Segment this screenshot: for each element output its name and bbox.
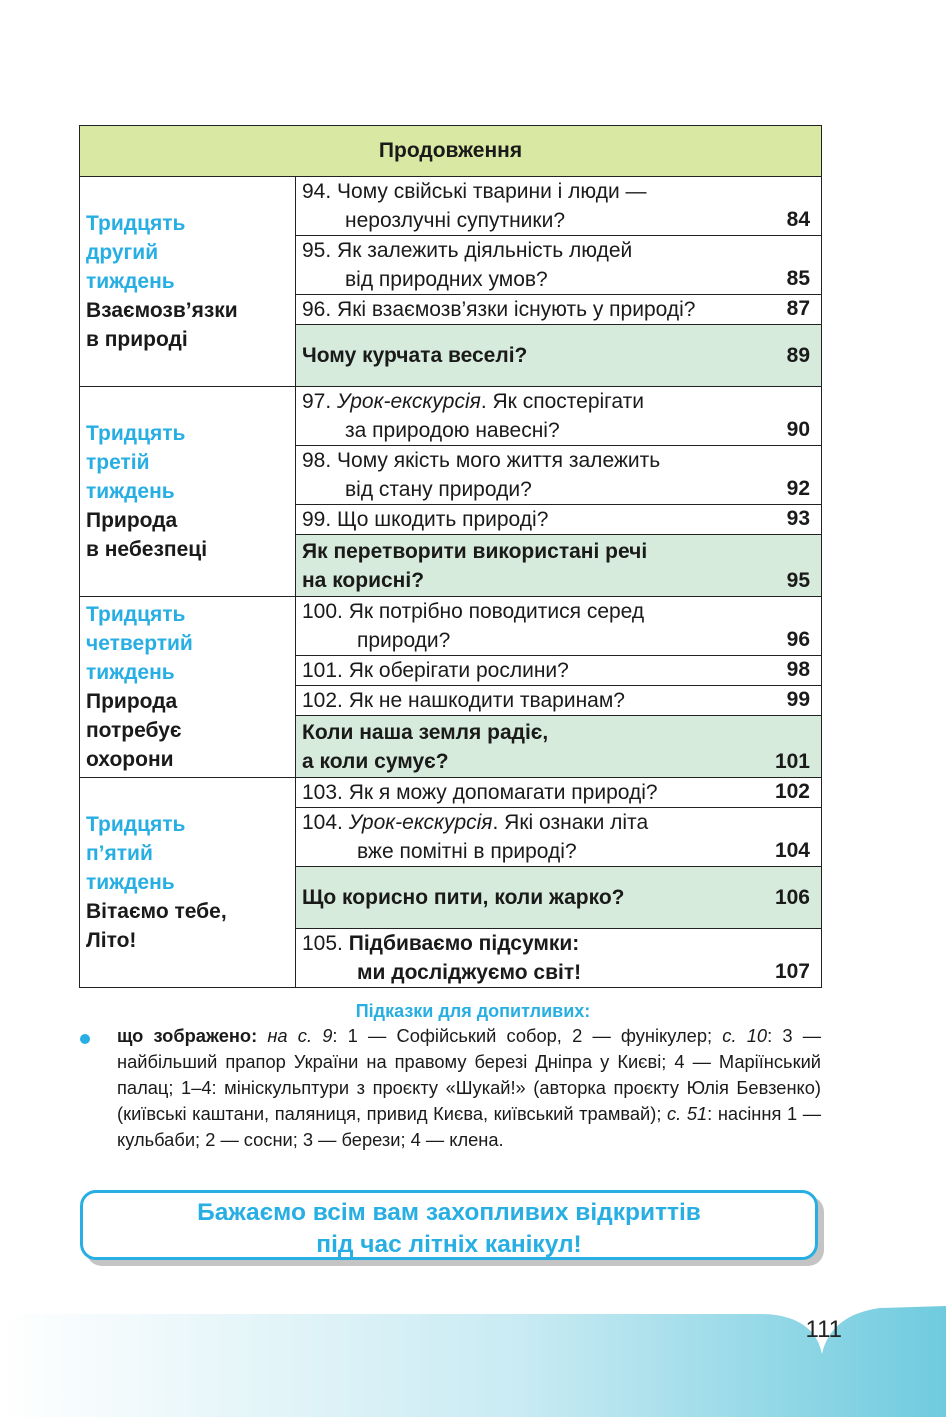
lesson-row-highlight[interactable]: Як перетворити використані речі на корисні? 95	[296, 535, 822, 597]
wishes-banner	[80, 1190, 818, 1260]
lesson-row[interactable]: 94. Чому свійські тварини і люди — нерозлучні супутники? 84	[296, 177, 822, 236]
lesson-row[interactable]: 99. Що шкодить природі? 93	[296, 505, 822, 535]
page-ref: 96	[786, 628, 810, 651]
page-ref: 84	[786, 208, 810, 231]
lesson-row[interactable]: 97. Урок-екскурсія. Як спостерігати за природою навесні? 90	[296, 387, 822, 446]
page-ref: 107	[774, 960, 810, 983]
page-ref: 87	[786, 297, 810, 320]
lesson-row[interactable]: 100. Як потрібно поводитися серед природи? 96	[296, 597, 822, 656]
page-ref: 85	[786, 267, 810, 290]
table-header: Продовження	[80, 126, 822, 177]
page-ref: 99	[786, 688, 810, 711]
lesson-row[interactable]: 105. Підбиваємо підсумки: ми досліджуємо світ! 107	[296, 929, 822, 988]
page-ref: 102	[774, 780, 810, 803]
week-topic: Вітаємо тебе, Літо!	[86, 900, 227, 952]
contents-table	[79, 125, 822, 988]
week-cell	[80, 387, 296, 597]
lesson-row[interactable]: 101. Як оберігати рослини? 98	[296, 656, 822, 686]
lesson-row[interactable]: 104. Урок-екскурсія. Які ознаки літа вже помітні в природі? 104	[296, 808, 822, 867]
page-ref: 104	[774, 839, 810, 862]
lesson-row[interactable]: 102. Як не нашкодити тваринам? 99	[296, 686, 822, 716]
lesson-row[interactable]: 103. Як я можу допомагати природі? 102	[296, 778, 822, 808]
page-ref: 90	[786, 418, 810, 441]
hints-text: що зображено: на с. 9: 1 — Софійський собор, 2 — фунікулер; с. 10: 3 — найбільший прапор України на правому березі Дніпра у Києві; 4 — Маріїнський палац; 1–4: мініскульптури з проєкту «Шукай!» (авторка проєкту Юлія Бевзенко) (київські каштани, паляниця, привид Києва, київський трамвай); с. 51: насіння 1 — кульбаби; 2 — сосни; 3 — берези; 4 — клена.	[117, 1025, 821, 1150]
page-ref: 98	[786, 658, 810, 681]
page-ref: 95	[786, 569, 810, 592]
lesson-row[interactable]: 96. Які взаємозв’язки існують у природі? 87	[296, 295, 822, 325]
lesson-row-highlight[interactable]: Що корисно пити, коли жарко? 106	[296, 867, 822, 929]
week-topic: Взаємозв’язки в природі	[86, 299, 238, 351]
banner-line-1: Бажаємо всім вам захопливих відкриттів	[197, 1199, 701, 1226]
page-ref: 92	[786, 477, 810, 500]
week-label: Тридцять другий тиждень	[86, 212, 186, 293]
lesson-row-highlight[interactable]: Чому курчата веселі? 89	[296, 325, 822, 387]
banner-line-2: під час літніх канікул!	[316, 1231, 582, 1258]
week-label: Тридцять четвертий тиждень	[86, 603, 193, 684]
week-cell	[80, 778, 296, 988]
page-ref: 93	[786, 507, 810, 530]
page-ref: 106	[774, 886, 810, 909]
page-ref: 101	[774, 750, 810, 773]
week-label: Тридцять третій тиждень	[86, 422, 186, 503]
footer-wave	[0, 1302, 946, 1417]
week-topic: Природа потребує охорони	[86, 690, 182, 771]
week-label: Тридцять п’ятий тиждень	[86, 813, 186, 894]
week-cell	[80, 597, 296, 778]
page-ref: 89	[786, 344, 810, 367]
hints-title: Підказки для допитливих:	[355, 1001, 591, 1021]
lesson-row-highlight[interactable]: Коли наша земля радіє, а коли сумує? 101	[296, 716, 822, 778]
week-cell	[80, 177, 296, 387]
week-topic: Природа в небезпеці	[86, 509, 208, 561]
bullet-icon	[80, 1034, 90, 1044]
lesson-row[interactable]: 95. Як залежить діяльність людей від природних умов? 85	[296, 236, 822, 295]
lesson-row[interactable]: 98. Чому якість мого життя залежить від стану природи? 92	[296, 446, 822, 505]
page-number: 111	[805, 1316, 842, 1343]
